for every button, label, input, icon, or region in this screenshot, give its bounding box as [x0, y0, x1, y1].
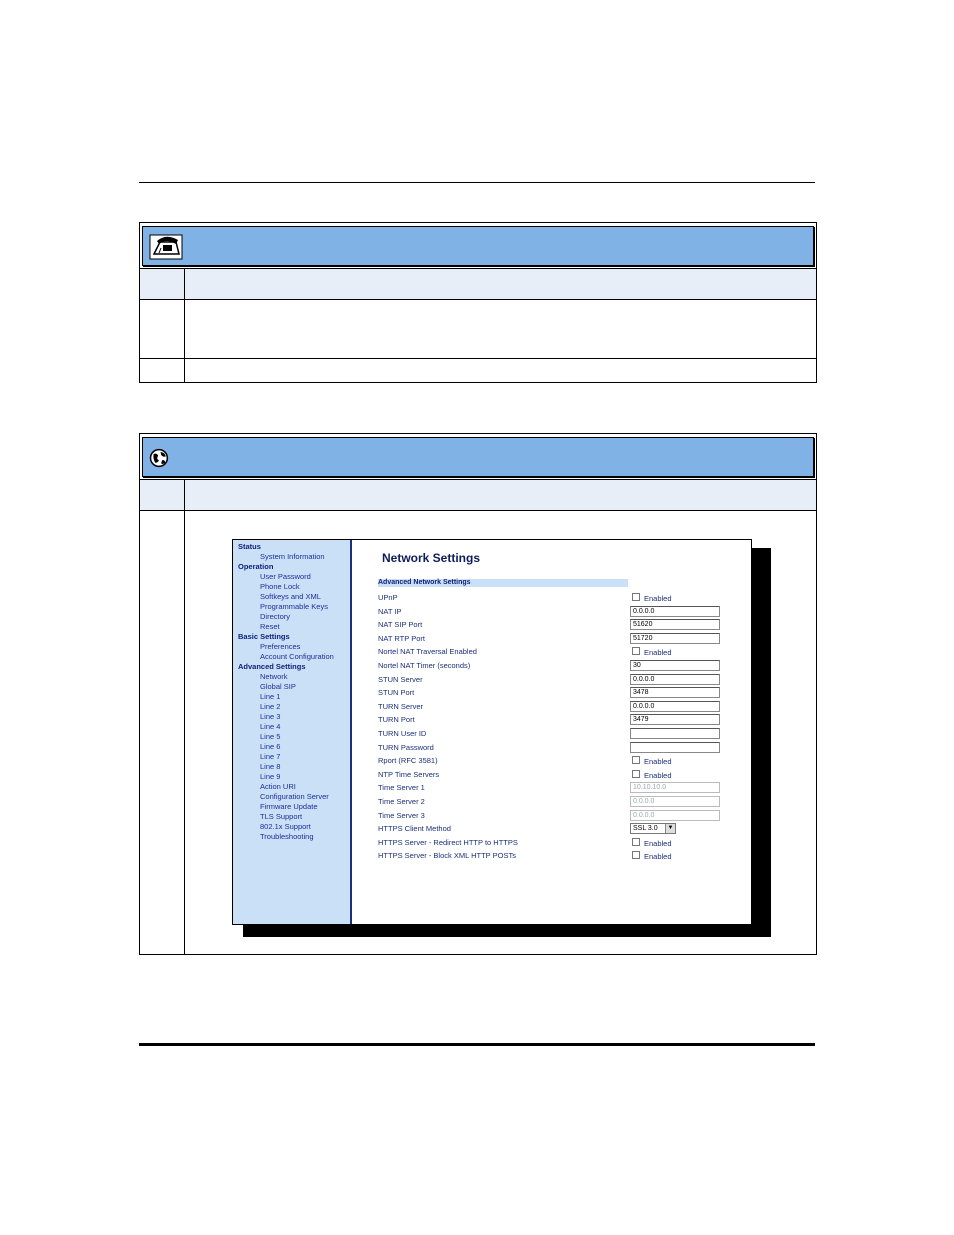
enabled-checkbox[interactable] — [632, 593, 640, 601]
nav-item[interactable]: User Password — [260, 572, 311, 581]
table-row — [140, 479, 816, 510]
enabled-checkbox[interactable] — [632, 851, 640, 859]
text-input[interactable]: 0.0.0.0 — [630, 606, 720, 617]
text-input[interactable]: 0.0.0.0 — [630, 701, 720, 712]
nav-item[interactable]: TLS Support — [260, 812, 303, 821]
text-input[interactable]: 51620 — [630, 619, 720, 630]
globe-icon — [149, 445, 175, 471]
text-input[interactable]: 10.10.10.0 — [630, 782, 720, 793]
text-input[interactable]: 3479 — [630, 714, 720, 725]
telephone-icon — [149, 234, 183, 260]
checkbox-label: Enabled — [644, 838, 672, 848]
nav-section: Operation — [238, 562, 274, 571]
field-label: STUN Port — [378, 688, 415, 698]
nav-item[interactable]: System Information — [260, 552, 325, 561]
settings-row — [378, 660, 728, 673]
nav-item[interactable]: Softkeys and XML — [260, 592, 321, 601]
settings-row — [378, 633, 728, 646]
chevron-down-icon[interactable]: ▼ — [665, 824, 675, 833]
settings-row — [378, 755, 728, 768]
nav-section: Status — [238, 542, 261, 551]
nav-item[interactable]: Account Configuration — [260, 652, 334, 661]
settings-row — [378, 646, 728, 659]
settings-row — [378, 823, 728, 836]
nav-item[interactable]: Line 7 — [260, 752, 281, 761]
nav-item[interactable]: Line 2 — [260, 702, 281, 711]
nav-item[interactable]: Line 3 — [260, 712, 281, 721]
field-label: Time Server 3 — [378, 810, 425, 820]
nav-item[interactable]: Preferences — [260, 642, 301, 651]
nav-item[interactable]: Action URI — [260, 782, 296, 791]
settings-row — [378, 592, 728, 605]
field-label: HTTPS Server - Redirect HTTP to HTTPS — [378, 837, 518, 847]
field-label: TURN Port — [378, 715, 415, 725]
settings-row — [378, 674, 728, 687]
nav-item[interactable]: Directory — [260, 612, 291, 621]
settings-row — [378, 850, 728, 863]
checkbox-label: Enabled — [644, 594, 672, 603]
settings-row — [378, 769, 728, 782]
nav-item[interactable]: 802.1x Support — [260, 822, 311, 831]
settings-row — [378, 687, 728, 700]
select-value: SSL 3.0 — [633, 825, 658, 833]
field-label: UPnP — [378, 593, 398, 602]
nav-item[interactable]: Reset — [260, 622, 280, 631]
network-settings-screenshot — [232, 539, 752, 925]
field-label: NAT RTP Port — [378, 633, 425, 643]
checkbox-label: Enabled — [644, 757, 672, 767]
field-label: TURN Server — [378, 701, 424, 711]
settings-content — [352, 540, 751, 924]
table-header — [142, 226, 814, 266]
field-label: NTP Time Servers — [378, 769, 440, 779]
settings-row — [378, 728, 728, 741]
settings-row — [378, 701, 728, 714]
table-row — [140, 299, 816, 358]
table-row — [140, 358, 816, 382]
checkbox-label: Enabled — [644, 648, 672, 658]
nav-item[interactable]: Programmable Keys — [260, 602, 328, 611]
sidebar-nav — [233, 540, 352, 924]
field-label: Time Server 1 — [378, 783, 425, 793]
nav-item[interactable]: Phone Lock — [260, 582, 300, 591]
settings-row — [378, 810, 728, 823]
checkbox-label: Enabled — [644, 852, 672, 862]
nav-item[interactable]: Line 6 — [260, 742, 281, 751]
field-label: Time Server 2 — [378, 797, 425, 806]
field-label: Nortel NAT Traversal Enabled — [378, 647, 477, 657]
field-label: HTTPS Client Method — [378, 824, 451, 834]
nav-section: Basic Settings — [238, 632, 290, 641]
nav-item[interactable]: Global SIP — [260, 682, 296, 691]
section-header: Advanced Network Settings — [378, 579, 628, 587]
field-label: HTTPS Server - Block XML HTTP POSTs — [378, 851, 516, 861]
field-label: TURN User ID — [378, 729, 427, 738]
field-label: STUN Server — [378, 674, 423, 684]
nav-item[interactable]: Network — [260, 672, 288, 681]
nav-item[interactable]: Firmware Update — [260, 802, 318, 811]
nav-item[interactable]: Line 1 — [260, 692, 281, 701]
text-input[interactable] — [630, 728, 720, 739]
nav-item[interactable]: Configuration Server — [260, 792, 329, 801]
field-label: Rport (RFC 3581) — [378, 756, 438, 766]
text-input[interactable]: 0.0.0.0 — [630, 796, 720, 807]
nav-section: Advanced Settings — [238, 662, 306, 671]
table-header — [142, 437, 814, 477]
nav-item[interactable]: Line 9 — [260, 772, 281, 781]
nav-item[interactable]: Line 4 — [260, 722, 281, 731]
text-input[interactable]: 30 — [630, 660, 720, 671]
text-input[interactable]: 0.0.0.0 — [630, 810, 720, 821]
settings-row — [378, 742, 728, 755]
https-method-select[interactable] — [630, 823, 676, 834]
phone-ui-table — [139, 222, 817, 383]
nav-item[interactable]: Troubleshooting — [260, 832, 314, 841]
nav-item[interactable]: Line 5 — [260, 732, 281, 741]
enabled-checkbox[interactable] — [632, 756, 640, 764]
settings-row — [378, 837, 728, 850]
top-rule — [139, 182, 815, 183]
text-input[interactable]: 3478 — [630, 687, 720, 698]
table-row — [140, 268, 816, 299]
text-input[interactable]: 51720 — [630, 633, 720, 644]
bottom-rule — [139, 1043, 815, 1046]
settings-row — [378, 619, 728, 632]
enabled-checkbox[interactable] — [632, 838, 640, 846]
text-input[interactable] — [630, 742, 720, 753]
field-label: NAT SIP Port — [378, 620, 423, 630]
enabled-checkbox[interactable] — [632, 647, 640, 655]
page-title: Network Settings — [382, 551, 481, 565]
settings-row — [378, 796, 728, 809]
field-label: NAT IP — [378, 606, 402, 616]
settings-row — [378, 714, 728, 727]
checkbox-label: Enabled — [644, 770, 672, 780]
field-label: Nortel NAT Timer (seconds) — [378, 661, 471, 670]
enabled-checkbox[interactable] — [632, 770, 640, 778]
settings-row — [378, 606, 728, 619]
nav-item[interactable]: Line 8 — [260, 762, 281, 771]
text-input[interactable]: 0.0.0.0 — [630, 674, 720, 685]
settings-row — [378, 782, 728, 795]
field-label: TURN Password — [378, 742, 434, 752]
